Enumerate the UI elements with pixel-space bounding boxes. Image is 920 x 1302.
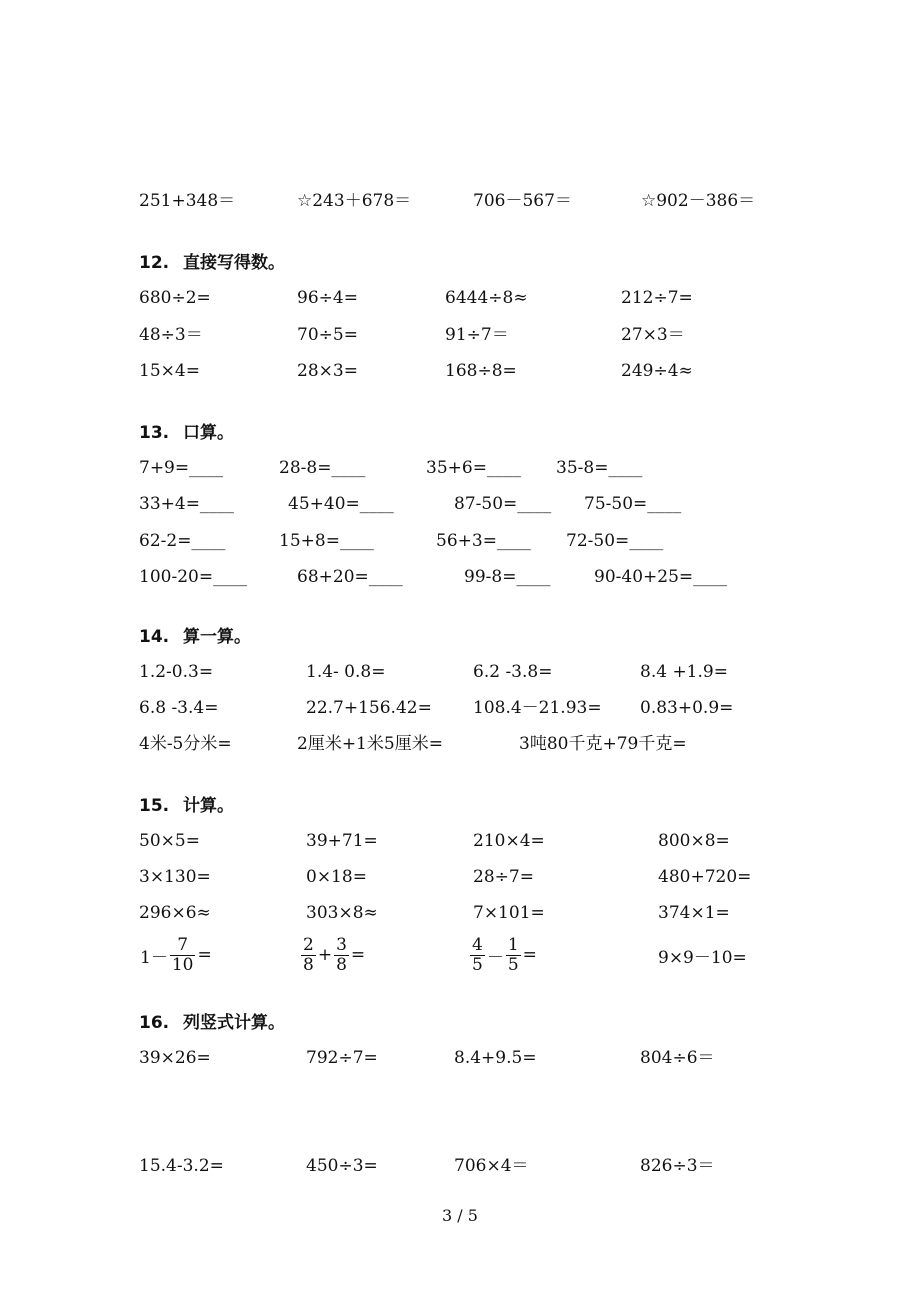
- section-12-heading: [139, 248, 285, 278]
- problem: 6444÷8≈: [445, 288, 528, 308]
- problem: 480+720=: [658, 867, 752, 887]
- page-number: 3 / 5: [442, 1206, 478, 1225]
- problem: 35-8=____: [556, 458, 643, 478]
- problem: 39+71=: [306, 831, 378, 851]
- equals-sign: =: [522, 945, 537, 965]
- problem: 15.4-3.2=: [139, 1156, 224, 1176]
- section-number: 14.: [139, 627, 170, 647]
- problem: 15×4=: [139, 361, 200, 381]
- problem: 70÷5=: [297, 325, 358, 345]
- problem-row: [0, 1151, 920, 1181]
- problem: 2厘米+1米5厘米=: [297, 734, 443, 754]
- problem-row: [0, 693, 920, 723]
- problem: ☆243＋678＝: [297, 191, 412, 211]
- problem: 3吨80千克+79千克=: [519, 734, 687, 754]
- section-title: 算一算。: [183, 627, 252, 647]
- problem-row: [0, 356, 920, 386]
- fraction-problem: [139, 930, 213, 980]
- fraction-problem: [469, 930, 538, 980]
- problem: 1.2-0.3=: [139, 662, 214, 682]
- problem: 6.2 -3.8=: [473, 662, 553, 682]
- problem-row: [0, 453, 920, 483]
- fraction: [334, 936, 349, 975]
- problem: 56+3=____: [436, 531, 531, 551]
- problem-row: [0, 283, 920, 313]
- problem-row: [0, 320, 920, 350]
- fraction: [301, 936, 316, 975]
- section-15-heading: [139, 791, 234, 821]
- problem: 374×1=: [658, 903, 730, 923]
- problem: 28-8=____: [279, 458, 366, 478]
- problem: 27×3＝: [621, 325, 685, 345]
- problem: 303×8≈: [306, 903, 378, 923]
- section-number: 15.: [139, 796, 170, 816]
- numerator: 4: [472, 934, 483, 955]
- problem: 39×26=: [139, 1048, 211, 1068]
- problem-row: [0, 526, 920, 556]
- problem-row: [0, 489, 920, 519]
- problem: 3×130=: [139, 867, 211, 887]
- operator: －: [486, 947, 504, 968]
- problem: 72-50=____: [566, 531, 664, 551]
- problem: 28×3=: [297, 361, 358, 381]
- problem: 249÷4≈: [621, 361, 693, 381]
- problem: 62-2=____: [139, 531, 226, 551]
- problem: 99-8=____: [464, 567, 551, 587]
- section-title: 口算。: [183, 423, 235, 443]
- fraction: [170, 936, 196, 975]
- problem: 96÷4=: [297, 288, 358, 308]
- problem: 9×9－10=: [658, 947, 747, 968]
- section-number: 16.: [139, 1013, 170, 1033]
- section-number: 13.: [139, 423, 170, 443]
- problem: 4米-5分米=: [139, 734, 232, 754]
- top-problem-row: [0, 186, 920, 216]
- problem: 7×101=: [473, 903, 545, 923]
- section-title: 直接写得数。: [183, 253, 286, 273]
- numerator: 1: [507, 934, 519, 955]
- problem: 90-40+25=____: [594, 567, 728, 587]
- operator: 1－: [140, 947, 168, 968]
- problem: 8.4+9.5=: [454, 1048, 537, 1068]
- problem: 91÷7＝: [445, 325, 509, 345]
- problem: 28÷7=: [473, 867, 534, 887]
- problem: 22.7+156.42=: [306, 698, 432, 718]
- problem: 6.8 -3.4=: [139, 698, 219, 718]
- problem: 68+20=____: [297, 567, 403, 587]
- problem-row: [0, 898, 920, 928]
- problem: 8.4 +1.9=: [640, 662, 728, 682]
- problem: 826÷3＝: [640, 1156, 715, 1176]
- section-13-heading: [139, 418, 234, 448]
- problem-row: [0, 562, 920, 592]
- problem: 706×4＝: [454, 1156, 529, 1176]
- problem: 804÷6＝: [640, 1048, 715, 1068]
- operator: +: [317, 945, 333, 965]
- problem-row: [0, 1043, 920, 1073]
- problem: 87-50=____: [454, 494, 552, 514]
- problem: 168÷8=: [445, 361, 517, 381]
- section-14-heading: [139, 622, 251, 652]
- problem: 75-50=____: [584, 494, 682, 514]
- section-16-heading: [139, 1008, 285, 1038]
- numerator: 2: [303, 934, 314, 955]
- problem: 212÷7=: [621, 288, 693, 308]
- problem: 45+40=____: [288, 494, 394, 514]
- problem: 35+6=____: [426, 458, 521, 478]
- problem-row: [0, 862, 920, 892]
- equals-sign: =: [197, 945, 212, 965]
- problem: 1.4- 0.8=: [306, 662, 386, 682]
- numerator: 7: [177, 934, 189, 955]
- problem: 706－567＝: [473, 191, 572, 211]
- fraction: [470, 936, 485, 975]
- denominator: 5: [507, 954, 519, 975]
- problem-row: [0, 657, 920, 687]
- problem: 792÷7=: [306, 1048, 378, 1068]
- problem: 680÷2=: [139, 288, 211, 308]
- denominator: 8: [303, 954, 314, 975]
- numerator: 3: [336, 934, 347, 955]
- fraction-problem-row: [0, 930, 920, 980]
- denominator: 8: [336, 954, 347, 975]
- equals-sign: =: [350, 945, 366, 965]
- problem: 210×4=: [473, 831, 545, 851]
- problem: 296×6≈: [139, 903, 211, 923]
- denominator: 5: [472, 954, 483, 975]
- denominator: 10: [171, 954, 194, 975]
- problem: 0×18=: [306, 867, 367, 887]
- section-number: 12.: [139, 253, 170, 273]
- section-title: 列竖式计算。: [183, 1013, 286, 1033]
- fraction-problem: [300, 930, 366, 980]
- problem-row: [0, 729, 920, 759]
- problem: 7+9=____: [139, 458, 224, 478]
- problem: 251+348＝: [139, 191, 236, 211]
- problem: 48÷3＝: [139, 325, 203, 345]
- problem: 15+8=____: [279, 531, 374, 551]
- problem: 108.4－21.93=: [473, 698, 602, 718]
- problem: 33+4=____: [139, 494, 234, 514]
- problem: 100-20=____: [139, 567, 248, 587]
- problem: 800×8=: [658, 831, 730, 851]
- problem: 0.83+0.9=: [640, 698, 734, 718]
- problem-row: [0, 826, 920, 856]
- problem: 50×5=: [139, 831, 200, 851]
- problem: 450÷3=: [306, 1156, 378, 1176]
- section-title: 计算。: [183, 796, 235, 816]
- problem: ☆902－386＝: [641, 191, 756, 211]
- fraction: [506, 936, 521, 975]
